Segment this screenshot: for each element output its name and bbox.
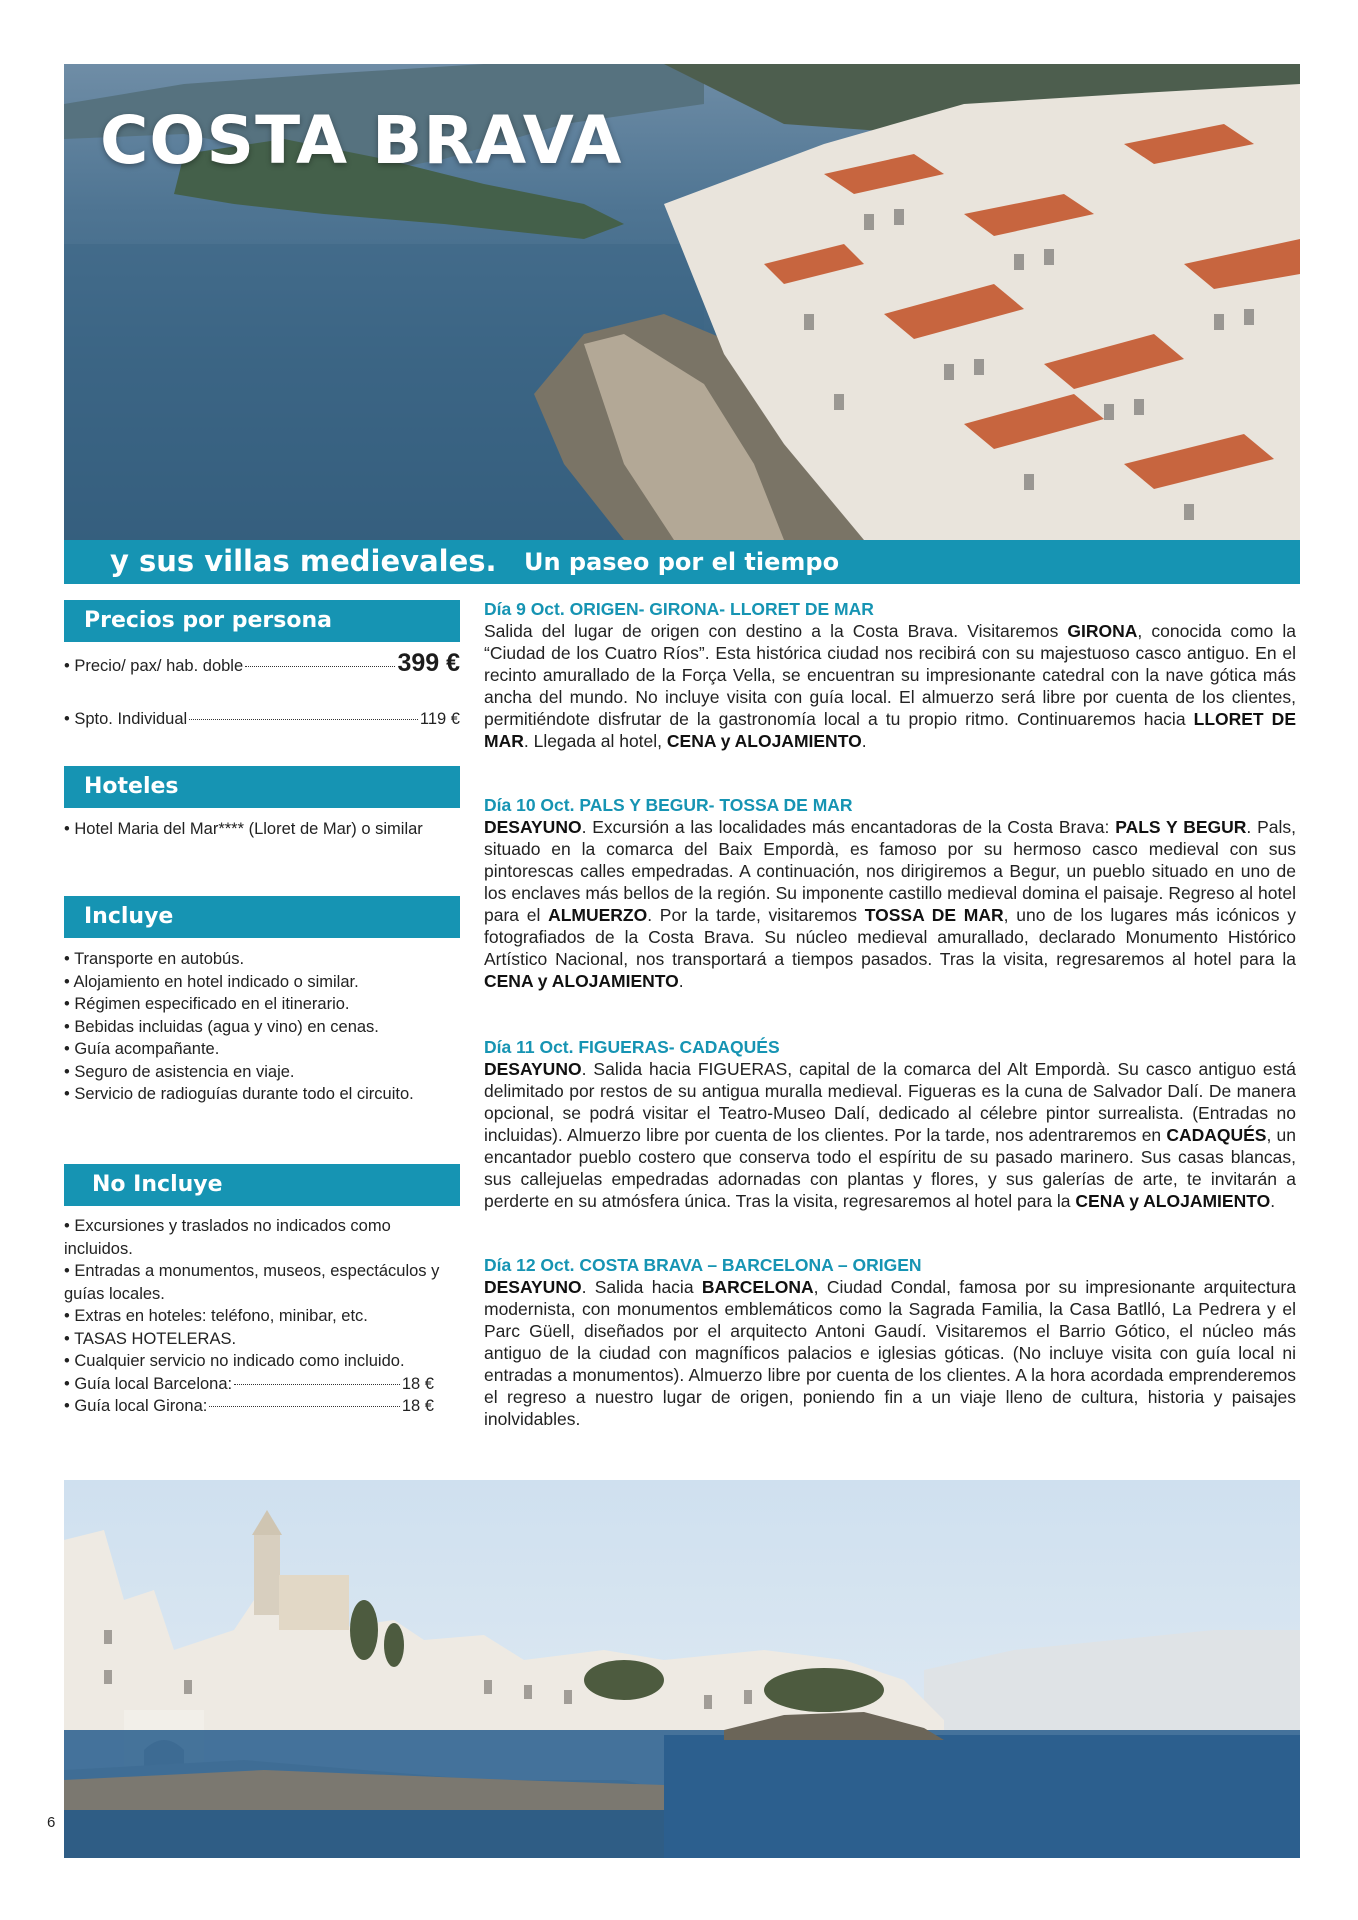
day-description: Salida del lugar de origen con destino a la Costa Brava. Visitaremos GIRONA, conocida como la “Ciudad de los Cuatro Ríos”. Esta histórica ciudad nos recibirá con su majestuoso casco antiguo. En el recinto amurallado de la Força Vella, se encuentran su impresionante catedral con la nave gótica más ancha del mundo. No incluye visita con guía local. El almuerzo será libre por cuenta de los clientes, permitiéndote disfrutar de la gastronomía local a tu propio ritmo. Continuaremos hacia LLORET DE MAR. Llegada al hotel, CENA y ALOJAMIENTO. <box>484 621 1296 751</box>
price-single-row <box>64 708 460 731</box>
list-item: • Entradas a monumentos, museos, espectáculos y guías locales. <box>64 1262 440 1303</box>
list-item: • Régimen especificado en el itinerario. <box>64 995 350 1013</box>
guide-barcelona-row <box>64 1373 434 1396</box>
excludes-list <box>64 1215 460 1418</box>
includes-list <box>64 948 460 1106</box>
itinerary-day-9 <box>484 598 1296 752</box>
guide-girona-row <box>64 1395 434 1418</box>
list-item: • Excursiones y traslados no indicados como incluidos. <box>64 1217 391 1258</box>
price-single-value: 119 € <box>419 709 460 728</box>
guide-girona-label: • Guía local Girona: <box>64 1397 208 1415</box>
list-item: • Guía acompañante. <box>64 1040 220 1058</box>
price-double-value: 399 € <box>397 649 460 677</box>
guide-barcelona-label: • Guía local Barcelona: <box>64 1374 233 1393</box>
list-item: • Alojamiento en hotel indicado o similar. <box>64 972 359 991</box>
includes-heading: Incluye <box>64 896 460 938</box>
excludes-heading: No Incluye <box>64 1164 460 1206</box>
hero-photo <box>64 64 1300 540</box>
day-title: Día 11 Oct. FIGUERAS- CADAQUÉS <box>484 1037 780 1057</box>
day-description: DESAYUNO. Excursión a las localidades más encantadoras de la Costa Brava: PALS Y BEGUR. Pals, situado en la comarca del Baix Empordà, es famoso por su hermoso casco medieval con sus pintorescas calles empedradas. A continuación, nos dirigiremos a Begur, un pueblo situado en uno de los enclaves más bellos de la región. Su imponente castillo medieval domina el paisaje. Regreso al hotel para el ALMUERZO. Por la tarde, visitaremos TOSSA DE MAR, uno de los lugares más icónicos y fotografiados de la Costa Brava. Su núcleo medieval amurallado, declarado Monumento Histórico Artístico Nacional, nos transportará a tiempos pasados. Tras la visita, regresaremos al hotel para la CENA y ALOJAMIENTO. <box>484 817 1296 991</box>
guide-girona-value: 18 € <box>401 1397 434 1415</box>
day-title: Día 9 Oct. ORIGEN- GIRONA- LLORET DE MAR <box>484 599 874 619</box>
price-double-label: • Precio/ pax/ hab. doble <box>64 657 244 675</box>
price-double-row <box>64 649 460 678</box>
day-title: Día 12 Oct. COSTA BRAVA – BARCELONA – ORIGEN <box>484 1255 922 1275</box>
list-item: • Extras en hoteles: teléfono, minibar, etc. <box>64 1307 368 1325</box>
guide-barcelona-value: 18 € <box>401 1374 434 1393</box>
price-single-label: • Spto. Individual <box>64 709 188 728</box>
list-item: • Cualquier servicio no indicado como incluido. <box>64 1352 405 1370</box>
day-description: DESAYUNO. Salida hacia BARCELONA, Ciudad Condal, famosa por su impresionante arquitectura modernista, con monumentos emblemáticos como la Sagrada Familia, la Casa Batlló, La Pedrera y el Parc Güell, diseñados por el arquitecto Antoni Gaudí. Visitaremos el Barrio Gótico, el núcleo más antiguo de la ciudad con magníficos palacios e iglesias góticas. (No incluye visita con guía local ni entradas a monumentos). Almuerzo libre por cuenta de los clientes. A la hora acordada emprenderemos el regreso a nuestro lugar de origen, poniendo fin a un viaje lleno de cultura, historia y paisajes inolvidables. <box>484 1277 1296 1429</box>
day-title: Día 10 Oct. PALS Y BEGUR- TOSSA DE MAR <box>484 795 853 815</box>
list-item: • TASAS HOTELERAS. <box>64 1329 237 1348</box>
list-item: • Seguro de asistencia en viaje. <box>64 1062 295 1081</box>
prices-list <box>64 649 460 730</box>
cadaques-photo <box>64 1480 1300 1858</box>
page-title: COSTA BRAVA <box>100 102 623 179</box>
itinerary-day-11 <box>484 1036 1296 1212</box>
day-description: DESAYUNO. Salida hacia FIGUERAS, capital de la comarca del Alt Empordà. Su casco antiguo está delimitado por restos de su antigua muralla medieval. Figueras es la cuna de Salvador Dalí. De manera opcional, se podrá visitar el Teatro-Museo Dalí, dedicado al célebre pintor surrealista. (Entradas no incluidas). Almuerzo libre por cuenta de los clientes. Por la tarde, nos adentraremos en CADAQUÉS, un encantador pueblo costero que conserva todo el espíritu de su pasado marinero. Sus casas blancas, sus callejuelas empedradas adornadas con plantas y flores, y sus galerías de arte, te invitarán a perderte en su atmósfera única. Tras la visita, regresaremos al hotel para la CENA y ALOJAMIENTO. <box>484 1059 1296 1211</box>
subtitle-tail: Un paseo por el tiempo <box>524 548 840 576</box>
prices-heading: Precios por persona <box>64 600 460 642</box>
hotels-heading: Hoteles <box>64 766 460 808</box>
list-item: • Servicio de radioguías durante todo el circuito. <box>64 1085 414 1103</box>
subtitle-main: y sus villas medievales. <box>110 544 497 578</box>
subtitle-bar <box>64 540 1300 584</box>
hotels-text: • Hotel Maria del Mar**** (Lloret de Mar) o similar <box>64 820 423 838</box>
list-item: • Bebidas incluidas (agua y vino) en cenas. <box>64 1017 379 1036</box>
itinerary-day-12 <box>484 1254 1296 1430</box>
list-item: • Transporte en autobús. <box>64 950 245 968</box>
cadaques-illustration <box>64 1480 1300 1858</box>
page-number: 6 <box>47 1814 56 1831</box>
itinerary-day-10 <box>484 794 1296 992</box>
